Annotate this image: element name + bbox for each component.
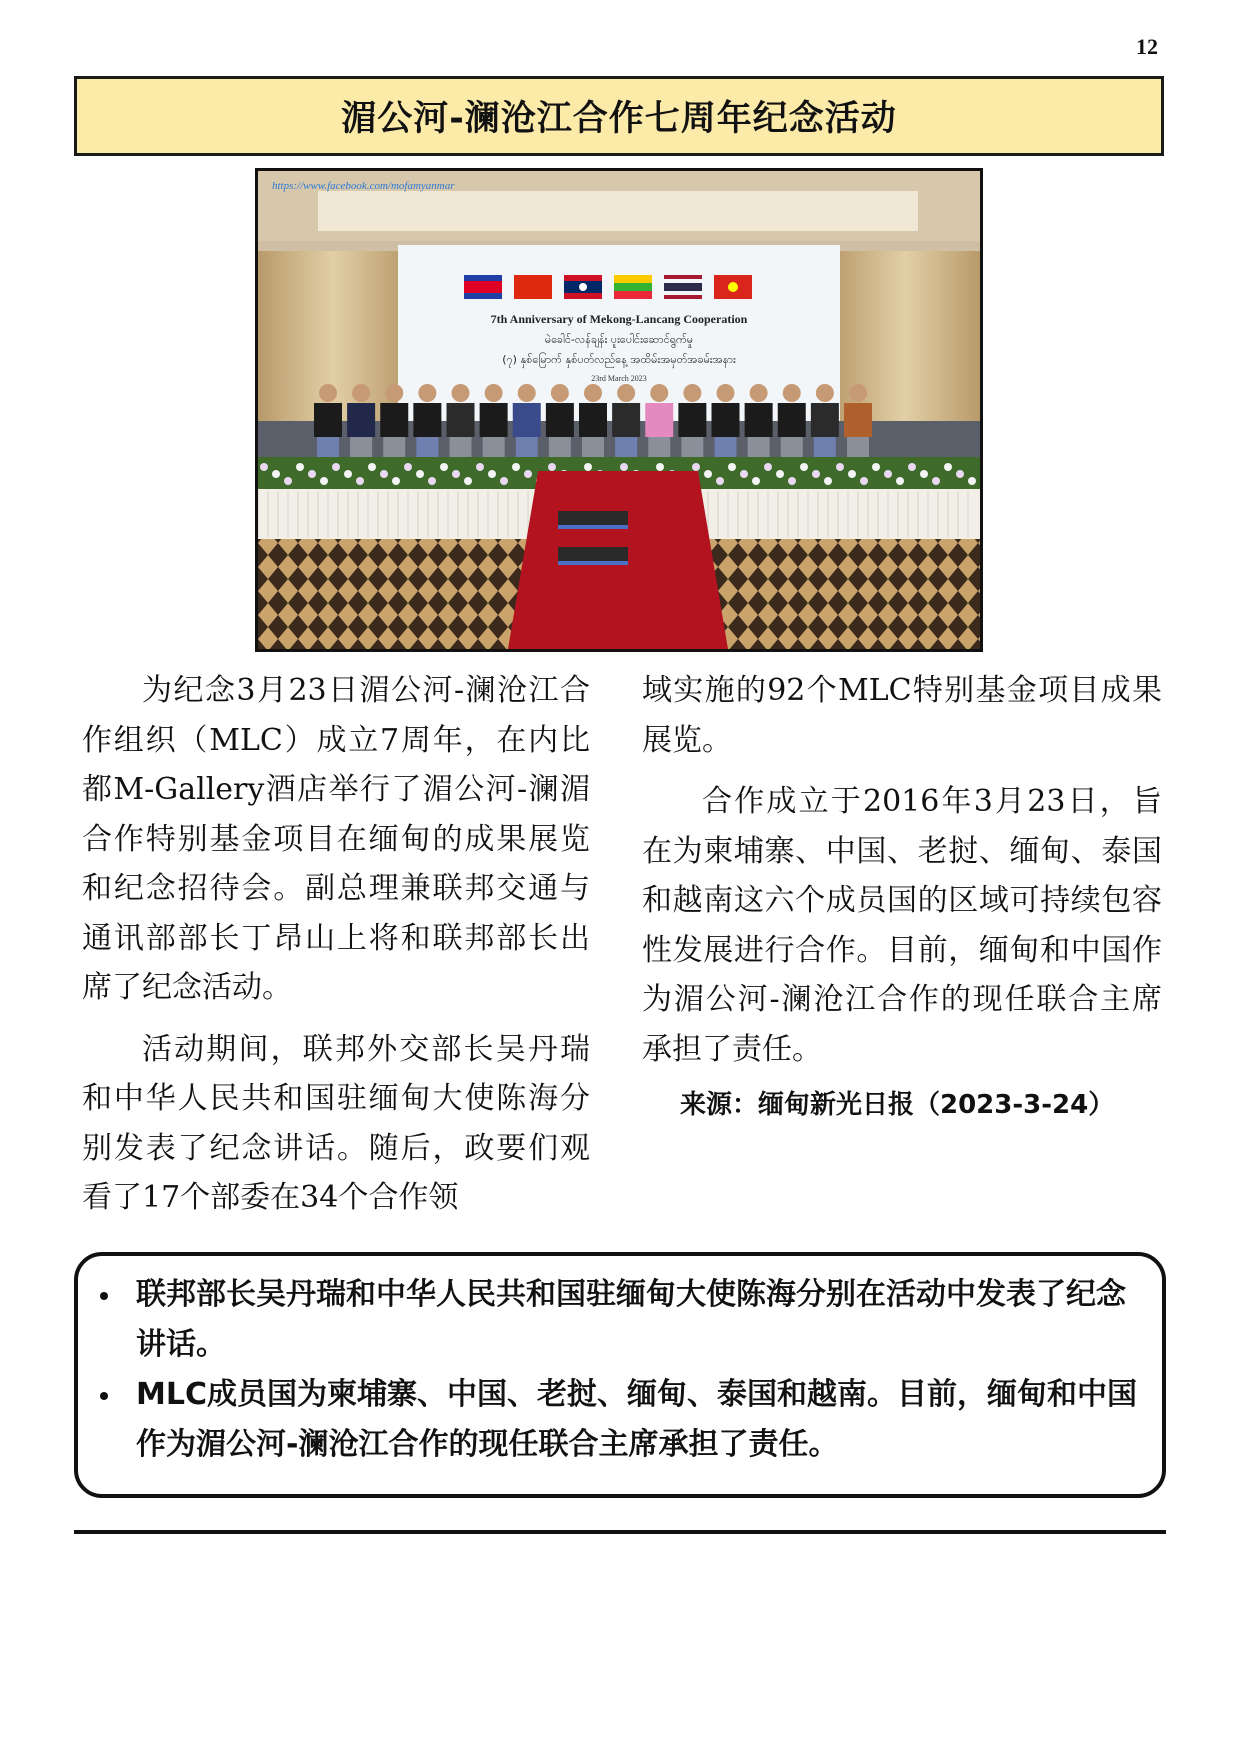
bullet-icon	[100, 1292, 108, 1300]
flower-decoration	[740, 470, 748, 478]
flower-decoration	[524, 470, 532, 478]
flower-decoration	[824, 477, 832, 485]
flower-decoration	[692, 463, 700, 471]
flower-decoration	[476, 463, 484, 471]
flower-decoration	[932, 477, 940, 485]
flower-decoration	[812, 470, 820, 478]
flower-decoration	[416, 470, 424, 478]
flower-decoration	[800, 463, 808, 471]
flower-decoration	[620, 463, 628, 471]
backdrop-myanmar-line1: မဲခေါင်-လန်ချန်း ပူးပေါင်းဆောင်ရွက်မှု	[544, 333, 694, 346]
summary-item-text: MLC成员国为柬埔寨、中国、老挝、缅甸、泰国和越南。目前，缅甸和中国作为湄公河-澜沧江合作的现任联合主席承担了责任。	[136, 1377, 1137, 1462]
page-title: 湄公河-澜沧江合作七周年纪念活动	[341, 99, 897, 139]
flower-decoration	[308, 470, 316, 478]
people-row	[314, 384, 872, 459]
flower-decoration	[332, 463, 340, 471]
flower-decoration	[272, 470, 280, 478]
flower-decoration	[404, 463, 412, 471]
article-column-right	[642, 666, 1162, 1130]
article-source: 来源：缅甸新光日报（2023-3-24）	[680, 1090, 1115, 1120]
page-number: 12	[1136, 34, 1158, 59]
flower-decoration	[392, 477, 400, 485]
flower-decoration	[440, 463, 448, 471]
flower-decoration	[704, 470, 712, 478]
flower-decoration	[716, 477, 724, 485]
summary-item	[100, 1370, 1140, 1470]
flag-china-icon	[514, 275, 552, 299]
flower-decoration	[896, 477, 904, 485]
bullet-icon	[100, 1392, 108, 1400]
article-paragraph-2: 活动期间，联邦外交部长吴丹瑞和中华人民共和国驻缅甸大使陈海分别发表了纪念讲话。随后，政要们观看了17个部委在34个合作领	[82, 1031, 590, 1215]
flower-decoration	[452, 470, 460, 478]
flower-decoration	[380, 470, 388, 478]
flower-decoration	[968, 477, 976, 485]
flower-decoration	[344, 470, 352, 478]
backdrop-date: 23rd March 2023	[591, 374, 647, 383]
flower-decoration	[512, 463, 520, 471]
flower-decoration	[752, 477, 760, 485]
summary-item	[100, 1270, 1140, 1370]
flower-decoration	[944, 463, 952, 471]
flag-myanmar-icon	[614, 275, 652, 283]
flower-decoration	[920, 470, 928, 478]
flower-decoration	[500, 477, 508, 485]
summary-list	[100, 1270, 1140, 1470]
flower-decoration	[488, 470, 496, 478]
flower-decoration	[956, 470, 964, 478]
flower-decoration	[320, 477, 328, 485]
flower-decoration	[548, 463, 556, 471]
event-photo-illustration	[258, 171, 980, 649]
flower-decoration	[848, 470, 856, 478]
flower-decoration	[776, 470, 784, 478]
title-banner	[74, 76, 1164, 156]
flower-decoration	[788, 477, 796, 485]
article-paragraph-3: 合作成立于2016年3月23日，旨在为柬埔寨、中国、老挝、缅甸、泰国和越南这六个成员国的区域可持续包容性发展进行合作。目前，缅甸和中国作为湄公河-澜沧江合作的现任联合主席承担了责任。	[642, 784, 1162, 1067]
flower-decoration	[872, 463, 880, 471]
flower-decoration	[836, 463, 844, 471]
flower-decoration	[764, 463, 772, 471]
flower-decoration	[296, 463, 304, 471]
flower-decoration	[908, 463, 916, 471]
flower-decoration	[464, 477, 472, 485]
footer-divider	[74, 1530, 1166, 1534]
flower-decoration	[860, 477, 868, 485]
photo-watermark: https://www.facebook.com/mofamyanmar	[272, 180, 455, 192]
flower-decoration	[584, 463, 592, 471]
backdrop-title: 7th Anniversary of Mekong-Lancang Cooperation	[490, 312, 748, 326]
summary-item-text: 联邦部长吴丹瑞和中华人民共和国驻缅甸大使陈海分别在活动中发表了纪念讲话。	[136, 1277, 1126, 1362]
flower-decoration	[428, 477, 436, 485]
flower-decoration	[656, 463, 664, 471]
backdrop-myanmar-line2: (၇) နှစ်မြောက် နှစ်ပတ်လည်နေ့ အထိမ်းအမှတ်အခမ်းအနား	[502, 353, 736, 366]
flower-decoration	[368, 463, 376, 471]
flower-decoration	[284, 477, 292, 485]
flower-decoration	[728, 463, 736, 471]
flower-decoration	[356, 477, 364, 485]
event-photo	[255, 168, 983, 652]
flower-decoration	[884, 470, 892, 478]
summary-box	[74, 1252, 1166, 1498]
flower-decoration	[260, 463, 268, 471]
article-paragraph-2-continued: 域实施的92个MLC特别基金项目成果展览。	[642, 673, 1162, 758]
article-column-left	[82, 666, 590, 1223]
article-paragraph-1: 为纪念3月23日湄公河-澜沧江合作组织（MLC）成立7周年，在内比都M-Gallery酒店举行了湄公河-澜湄合作特别基金项目在缅甸的成果展览和纪念招待会。副总理兼联邦交通与通讯部部长丁昂山上将和联邦部长出席了纪念活动。	[82, 673, 590, 1005]
